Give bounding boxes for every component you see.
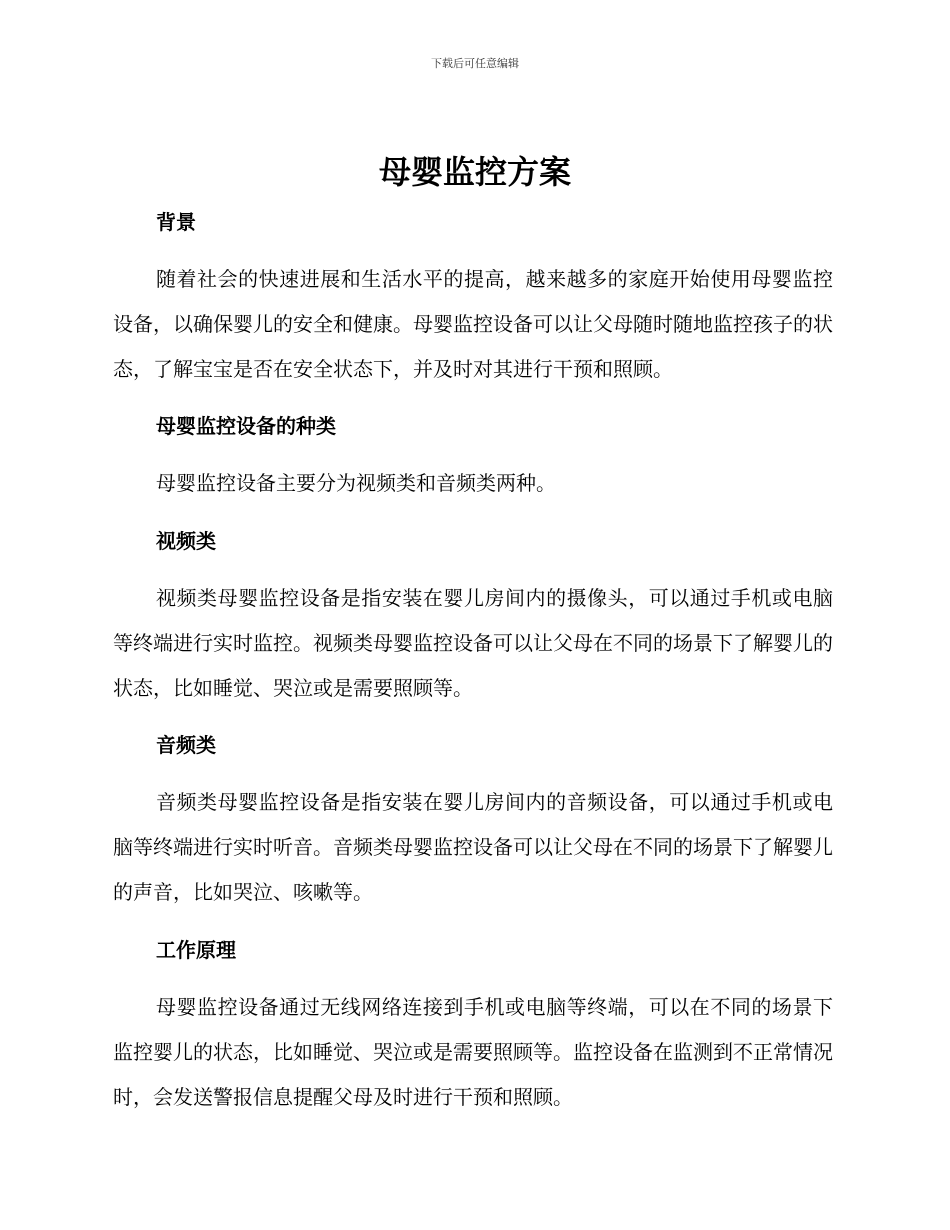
section-heading-device-types: 母婴监控设备的种类 xyxy=(156,414,336,438)
section-body-video: 视频类母婴监控设备是指安装在婴儿房间内的摄像头，可以通过手机或电脑等终端进行实时监控。视频类母婴监控设备可以让父母在不同的场景下了解婴儿的状态，比如睡觉、哭泣或是需要照顾等。 xyxy=(113,586,833,700)
document-title: 母婴监控方案 xyxy=(378,153,571,191)
section-heading-video: 视频类 xyxy=(156,529,216,553)
section-heading-background: 背景 xyxy=(156,210,196,234)
page-header-note: 下载后可任意编辑 xyxy=(431,57,519,70)
section-heading-working-principle: 工作原理 xyxy=(156,938,236,962)
section-body-background: 随着社会的快速进展和生活水平的提高，越来越多的家庭开始使用母婴监控设备，以确保婴儿的安全和健康。母婴监控设备可以让父母随时随地监控孩子的状态，了解宝宝是否在安全状态下，并及时对其进行干预和照顾。 xyxy=(113,267,833,381)
section-body-device-types: 母婴监控设备主要分为视频类和音频类两种。 xyxy=(156,471,556,495)
section-heading-audio: 音频类 xyxy=(156,733,216,757)
section-body-audio: 音频类母婴监控设备是指安装在婴儿房间内的音频设备，可以通过手机或电脑等终端进行实时听音。音频类母婴监控设备可以让父母在不同的场景下了解婴儿的声音，比如哭泣、咳嗽等。 xyxy=(113,790,833,904)
section-body-working-principle: 母婴监控设备通过无线网络连接到手机或电脑等终端，可以在不同的场景下监控婴儿的状态，比如睡觉、哭泣或是需要照顾等。监控设备在监测到不正常情况时，会发送警报信息提醒父母及时进行干预和照顾。 xyxy=(113,995,833,1109)
